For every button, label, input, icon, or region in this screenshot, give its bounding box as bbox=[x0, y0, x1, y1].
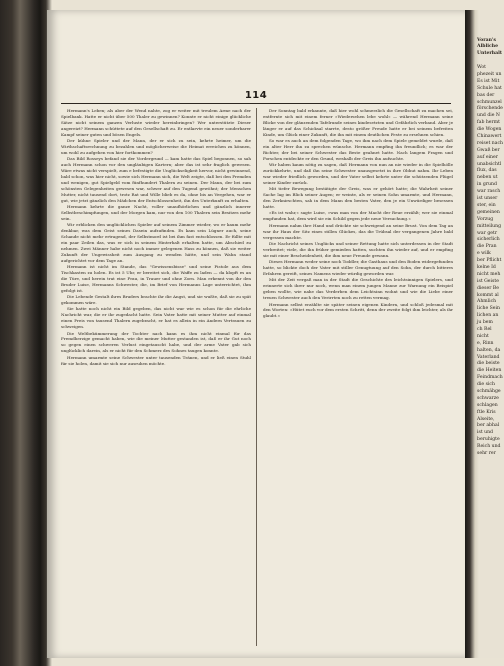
header-rule bbox=[61, 103, 451, 104]
adjacent-page-line: Schule hat bbox=[477, 85, 502, 91]
adjacent-page-line: nicht bbox=[477, 333, 489, 339]
paragraph: »Es ist wahr,« sagte Luise, »was man von der Macht der Reue erzählt; wer sie einmal empfunden hat, dem wird sie ein Schild gegen jede neue Versuchung.« bbox=[263, 210, 453, 222]
adjacent-page-line: sicherlich bbox=[477, 237, 500, 243]
adjacent-page-line: schmunzel bbox=[477, 99, 502, 105]
adjacent-page-line: und die N bbox=[477, 113, 500, 119]
adjacent-page-line bbox=[477, 17, 504, 24]
adjacent-page-line: Vorzug bbox=[477, 216, 494, 222]
adjacent-page-line: schwarze bbox=[477, 395, 499, 401]
adjacent-page-line: Ahmlich bbox=[477, 299, 497, 305]
adjacent-page-line: ist unser bbox=[477, 196, 498, 202]
adjacent-page-line: beruhigte bbox=[477, 437, 500, 443]
adjacent-page-line: ftle Kris bbox=[477, 409, 496, 415]
adjacent-page-line: mitteilung bbox=[477, 223, 502, 229]
adjacent-page-line: Vaterland bbox=[477, 354, 500, 360]
adjacent-page-line: neben ut bbox=[477, 175, 498, 181]
adjacent-page-line: phezeit un bbox=[477, 72, 502, 78]
adjacent-page-line: Gwaß ber bbox=[477, 147, 500, 153]
adjacent-page-line: ist Geiste bbox=[477, 278, 499, 284]
adjacent-page-line bbox=[477, 24, 504, 31]
paragraph: Mit der Zeit vergaß man in der Stadt die Geschichte des leichtsinnigen Spielers, und erinnerte sich ihrer nur noch, wenn man einem jungen Manne zur Warnung ein Beispiel geben wollte, wie nahe das Verderben dem Leichtsinn wohnt und wie die Liebe einer treuen Schwester auch den Verirrten noch zu retten vermag. bbox=[263, 277, 453, 301]
adjacent-page-line: Reich und bbox=[477, 444, 501, 450]
adjacent-page-line: schlagen bbox=[477, 402, 498, 408]
adjacent-page-line: fab hermt bbox=[477, 120, 500, 126]
adjacent-page-line: Voran's bbox=[477, 37, 496, 43]
adjacent-page-line: ist und bbox=[477, 430, 493, 436]
adjacent-page-line: nicht meh bbox=[477, 271, 501, 277]
paragraph: Hermann's Leben; als aber der Wend nahte, zog er weiter mit treulem Arme nach der Spielbank. Hatte er nicht über 500 Thaler zu gewinnen? Konnte er nicht einige glückliche Sätze nicht seinem ganzen Verluste wieder hereinbringen? Wer unterstützte Dieser angereizt? Hermann schüttete auf den Gesellschaft zu. Er entlarvte ein neuer sonderbarer Kampf seiner guten und bösen Engels. bbox=[61, 108, 251, 137]
paragraph: Das Bild Rosseys befand sie der Vordergrund — kam hatte das Spiel begonnen, so sah auch Hermann schon vor den ungläubigen Kartern; aber das ist sehr fraglich gewesen. Wäre etwas nicht verspielt, zum e befestigte die Unglückseligkeit hervor, nicht gewinnend, bald schon, was hier nicht, sowie sich Hermann sich, die Welt zeigte, daß bei den Fremden und wenigen, gut Spielgeld vom fünfhundert Thalern zu seinen. Der Mann, der bei zum schönsten Gelegenheiten gewesen war, schwer auf den Tugend gewöhnt; der Menschen Mutter, nicht tausend dort, trotz Rat und Wille blieb es da, ohne bis an Vergehen, war er gut, wie jetzt gänzlich den Mädchen der Entschlossenheit, ihn des Unterkunft zu erhalten. bbox=[61, 156, 251, 203]
adjacent-page-line: Albliche bbox=[477, 44, 499, 50]
adjacent-page-line: ju bem bbox=[477, 320, 493, 326]
paragraph: Hermann nahm ihre Hand und drückte sie schweigend an seine Brust. Von dem Tag an war ihr Haus der Sitz eines stillen Glückes, das die Trübsal der vergangenen Jahre bald vergessen machte. bbox=[263, 222, 453, 240]
adjacent-page-line: war rasch bbox=[477, 189, 501, 195]
adjacent-page-line: die Pran bbox=[477, 244, 497, 250]
adjacent-page-line: Chinawert bbox=[477, 134, 502, 140]
right-text-column bbox=[263, 108, 453, 648]
adjacent-page-line: ber Pflicht bbox=[477, 258, 502, 264]
adjacent-page-line: liche Sein bbox=[477, 306, 500, 312]
adjacent-page-line: die sich bbox=[477, 382, 495, 388]
adjacent-page-line bbox=[477, 31, 504, 38]
adjacent-page-edge bbox=[465, 10, 504, 658]
adjacent-page-line: ber abhal bbox=[477, 423, 500, 429]
adjacent-page-line: Es ist Mit bbox=[477, 78, 500, 84]
adjacent-page-line: war getr bbox=[477, 230, 498, 236]
left-text-column bbox=[61, 108, 251, 648]
paragraph: Dieses Hermann weder seine noch Toddler, die Gasthaus und den Boden widergefunden hatte, so blickte doch der Vater mit stiller Genugtuung auf den Sohn, der durch bitteres Erfahren gereift, seines Namens wieder würdig geworden war. bbox=[263, 259, 453, 276]
adjacent-page-line: die Heiten bbox=[477, 368, 502, 374]
adjacent-page-line: reiset nach bbox=[477, 140, 503, 146]
adjacent-page-line: unabsichtl bbox=[477, 161, 502, 167]
adjacent-page-line: Feindmach bbox=[477, 375, 503, 381]
adjacent-page-line: Unterhalt bbox=[477, 51, 502, 57]
adjacent-page-line: die beiste bbox=[477, 361, 500, 367]
adjacent-page-line: förschende bbox=[477, 106, 503, 112]
adjacent-page-line: sehr rer bbox=[477, 451, 496, 456]
adjacent-page-line: Alseite, bbox=[477, 416, 495, 422]
paragraph: Hermann umarmte seine Schwester unter tausenden Tränen, und er ließ einen Stuhl für sie holen, damit sie sich nur ausruhen möchte. bbox=[61, 354, 251, 366]
paragraph: Die Nachricht seines Unglücks und seiner Rettung hatte sich unterdessen in der Stadt verbreitet; viele, die ihn früher gemieden hatten, suchten ihn wieder auf, und er empfing sie mit einer Bescheidenheit, die ihm neue Freunde gewann. bbox=[263, 240, 453, 258]
adjacent-page-line: die Wogen bbox=[477, 127, 502, 133]
page-number: 114 bbox=[244, 90, 268, 101]
paragraph: Der Sonntag bald erkannte, daß hier wohl schmerzlich die Gesellschaft zu machen sei, entfernte sich mit einem ferner »Wiedersehen lebe wohl« — während Hermann seine Blicke von der glänzenden Tafelrunde seines kindesetzten und Gefährlich verband. Aber je länger er auf das Schicksal starrte, desto größer Freude hatte er bei seinem befreiten Kinde, um Glück einer Zukunft, die ihn mit einem deutlichen Feste zu ersehnen schien. bbox=[263, 108, 453, 137]
adjacent-page-line bbox=[477, 10, 504, 17]
adjacent-page-line: e, Rinn bbox=[477, 340, 494, 346]
book-page bbox=[47, 10, 465, 658]
paragraph: Die Weltbekümmerung der Tochter nach kann es ihm nicht einmal für das Fremdherzige gemacht haben, wie die meiner Mutter gestanden ist, daß er ihr Gut noch so gegen einen schweren Verlust eingetauscht habe, und der arme Vater gab sich unglücklich darein, als er nicht für den Schmerz des Sohnes taugen konnte. bbox=[61, 330, 251, 354]
paragraph: Sie hatte noch nicht ein Bild gegeben, das nicht war wie es schon für die ehrliche Nachricht war, die er ihr zugedacht hatte. Sein Vater hatte mit seiner Mutter auf einmal einen Preis von tausend Thalern zugebracht, er hat es allein in ein Andern Vertrauen zu schweigen. bbox=[61, 306, 251, 330]
paragraph: Wir erblicken den unglücklichen Spieler auf seinem Zimmer wieder, wo er kaum mehr denkbar, was dem Geist seines Dasein aufzufinden. Es kam sein Lügner auch, seine Schande nicht mehr ertragend, der Selbstmord ist bei ihm fast entschlossen. Er füllte mit ein paar Zeilen das, was er sich in seinem Hinterhalt erhalten hatte, um Abschied zu nehmen. Zwei Männer habe nicht noch immer gelegenen Hass zu können, daß sie weiter Zukunft der Ungewissheit zum Ausgang zu wenden hätte, und sein Wahn stand aufgerichtet vor dem Tage an. bbox=[61, 222, 251, 263]
adjacent-page-text bbox=[477, 10, 504, 458]
adjacent-page-line: gemeinen bbox=[477, 209, 500, 215]
column-divider bbox=[256, 108, 257, 646]
paragraph: Der kühne Spieler und der Mann, der er sich zu sein, kehrte heimer, um die Wirthschaftsrechnung zu bezahlen und möglicherweise die Heimat erreichen zu können, um wohl zu aufgehen von hier fortkommen? bbox=[61, 138, 251, 155]
adjacent-page-line: dieser Be bbox=[477, 285, 499, 291]
adjacent-page-line: in grund bbox=[477, 182, 497, 188]
paragraph: Wir haben kaum nötig zu sagen, daß Hermann von nun an nie wieder in die Spielhölle zurückkehrte, und daß ihn seine Schwester unausgesetzt in ihre Obhut nahm. Ihr Leben war wieder friedlich geworden, und der Vater selbst kehrte unter die schützenden Flügel seiner Kinder zurück. bbox=[263, 162, 453, 185]
adjacent-page-line: kommt al bbox=[477, 292, 499, 298]
paragraph: So war es auch an dem folgenden Tage, wo ihm nach dem Spiele gemeldet wurde, daß ein alter Herr ihn zu sprechen wünsche. Hermann empfing ihn freundlich; es war der Richter, der bei seiner Schwester das Beste geahnet hatte. Nach langem Fragen und Forschen entdeckte er den Grund, weshalb der Greis ihn aufsuchte. bbox=[263, 138, 453, 161]
paragraph: Hermann ist nicht im Stande, das "Gewissensbisse" und seine Pistole aus dem Tischkasten zu holen. Es ist 5 Uhr, er bereitet sich, die Waffe zu laden — da klopft es an die Türe, und herein trat eine Frau, in Trauer und ohne Zorn. Man erkennt von ihr den Bruder Luise, Hermanns Schwester, die, im Brief von Hermanns Lage unterrichtet, ihm gefolgt ist. bbox=[61, 264, 251, 293]
adjacent-page-line: bas der bbox=[477, 92, 495, 98]
adjacent-page-line: lichen an bbox=[477, 313, 499, 319]
adjacent-page-line: ster, ein bbox=[477, 202, 496, 208]
paragraph: Mit tiefer Bewegung bestätigte der Greis, was er gehört hatte; die Wahrheit seiner Sache lag im Blick seiner Augen; er weinte, als er seinen Sohn umarmte, und Hermann, den Zerknirschten, sah in dem Mann den besten Vater, den je ein Unwürdiger besessen hatte. bbox=[263, 186, 453, 209]
paragraph: Hermann kehrte die ganze Nacht, voller unaufhörlichen und gänzlich innerer Selbstbeschimpfungen, und der Morgen kam, nur von den 100 Thalern sein Besitzes mehr sein. bbox=[61, 204, 251, 221]
adjacent-page-line: Wot bbox=[477, 65, 487, 71]
adjacent-page-line: ch Rel bbox=[477, 326, 492, 332]
adjacent-page-line: kelne Id bbox=[477, 264, 496, 270]
page-header bbox=[47, 10, 465, 102]
adjacent-page-line: flux, das bbox=[477, 168, 497, 174]
adjacent-page-line: auf einer bbox=[477, 154, 498, 160]
adjacent-page-line: schmähge bbox=[477, 388, 501, 394]
adjacent-page-line: e wilk bbox=[477, 251, 491, 257]
adjacent-page-line: halten, da bbox=[477, 347, 501, 353]
paragraph: Hermann selbst erzählte sie später seinen eigenen Kindern, und schloß jedesmal mit den Worten: »Hütet euch vor dem ersten Schritt, denn der zweite folgt ihm leichter, als ihr glaubt.« bbox=[263, 301, 453, 319]
paragraph: Die Lebende Gestalt ihres Bruders brachte ihr die Angst, und sie wußte, daß sie zu spät gekommen wäre. bbox=[61, 294, 251, 305]
